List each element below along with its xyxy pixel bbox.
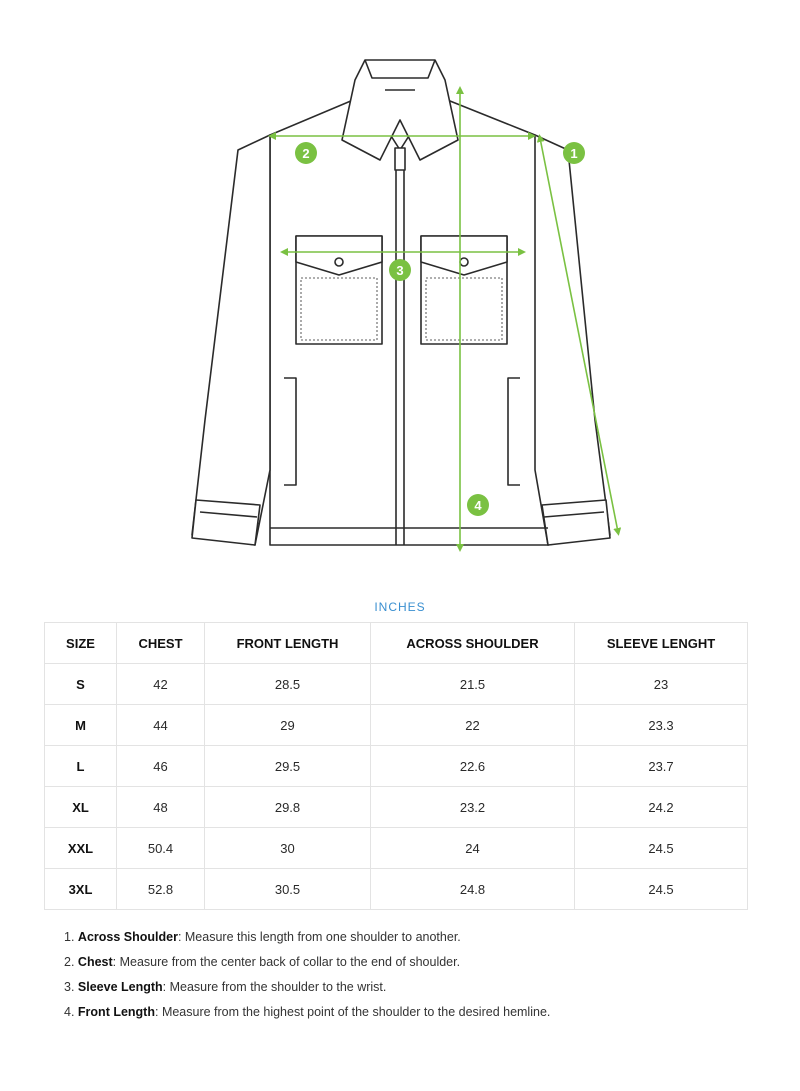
note-item	[64, 978, 764, 1003]
note-term: Sleeve Length	[77, 980, 163, 994]
header-chest: CHEST	[117, 623, 205, 664]
note-text: : Measure from the shoulder to the wrist.	[162, 980, 387, 994]
note-text: : Measure this length from one shoulder to another.	[177, 930, 461, 944]
sleeve-length-cell: 24.2	[575, 787, 748, 828]
chest-cell: 44	[117, 705, 205, 746]
header-sleeve-length: SLEEVE LENGHT	[575, 623, 748, 664]
header-size: SIZE	[45, 623, 117, 664]
chest-cell: 46	[117, 746, 205, 787]
front-length-cell: 28.5	[205, 664, 371, 705]
note-item	[64, 928, 764, 953]
header-across-shoulder: ACROSS SHOULDER	[371, 623, 575, 664]
front-length-cell: 29.5	[205, 746, 371, 787]
note-number: 1.	[64, 930, 75, 944]
chest-cell: 52.8	[117, 869, 205, 910]
front-length-cell: 30.5	[205, 869, 371, 910]
note-item	[64, 1003, 764, 1028]
across-shoulder-cell: 22.6	[371, 746, 575, 787]
front-length-cell: 30	[205, 828, 371, 869]
chest-cell: 50.4	[117, 828, 205, 869]
note-item	[64, 953, 764, 978]
marker-2-label: 2	[302, 146, 310, 161]
marker-3-label: 3	[396, 263, 404, 278]
size-cell: M	[45, 705, 117, 746]
chest-cell: 42	[117, 664, 205, 705]
marker-3	[389, 259, 411, 281]
note-term: Chest	[77, 955, 113, 969]
table-row	[45, 664, 748, 705]
sleeve-length-cell: 24.5	[575, 869, 748, 910]
table-header-row	[45, 623, 748, 664]
marker-4	[467, 494, 489, 516]
note-text: : Measure from the highest point of the shoulder to the desired hemline.	[155, 1005, 551, 1019]
table-row	[45, 705, 748, 746]
across-shoulder-cell: 22	[371, 705, 575, 746]
size-cell: XXL	[45, 828, 117, 869]
note-number: 3.	[64, 980, 75, 994]
sleeve-length-cell: 24.5	[575, 828, 748, 869]
across-shoulder-cell: 23.2	[371, 787, 575, 828]
jacket-outline	[192, 60, 610, 545]
note-term: Across Shoulder	[77, 930, 178, 944]
header-front-length: FRONT LENGTH	[205, 623, 371, 664]
front-length-cell: 29	[205, 705, 371, 746]
table-row	[45, 828, 748, 869]
marker-1	[563, 142, 585, 164]
marker-1-label: 1	[570, 146, 578, 161]
across-shoulder-cell: 24.8	[371, 869, 575, 910]
sleeve-length-cell: 23	[575, 664, 748, 705]
unit-label: INCHES	[374, 600, 426, 614]
size-chart-table	[44, 622, 748, 910]
size-cell: 3XL	[45, 869, 117, 910]
note-text: : Measure from the center back of collar to the end of shoulder.	[112, 955, 461, 969]
front-length-cell: 29.8	[205, 787, 371, 828]
marker-2	[295, 142, 317, 164]
across-shoulder-cell: 24	[371, 828, 575, 869]
sleeve-length-cell: 23.3	[575, 705, 748, 746]
table-row	[45, 746, 748, 787]
size-cell: L	[45, 746, 117, 787]
note-number: 4.	[64, 1005, 75, 1019]
size-cell: S	[45, 664, 117, 705]
sleeve-length-cell: 23.7	[575, 746, 748, 787]
chest-cell: 48	[117, 787, 205, 828]
size-cell: XL	[45, 787, 117, 828]
table-row	[45, 869, 748, 910]
marker-4-label: 4	[474, 498, 482, 513]
table-row	[45, 787, 748, 828]
note-term: Front Length	[77, 1005, 155, 1019]
across-shoulder-cell: 21.5	[371, 664, 575, 705]
measurement-notes	[64, 928, 764, 1028]
note-number: 2.	[64, 955, 75, 969]
